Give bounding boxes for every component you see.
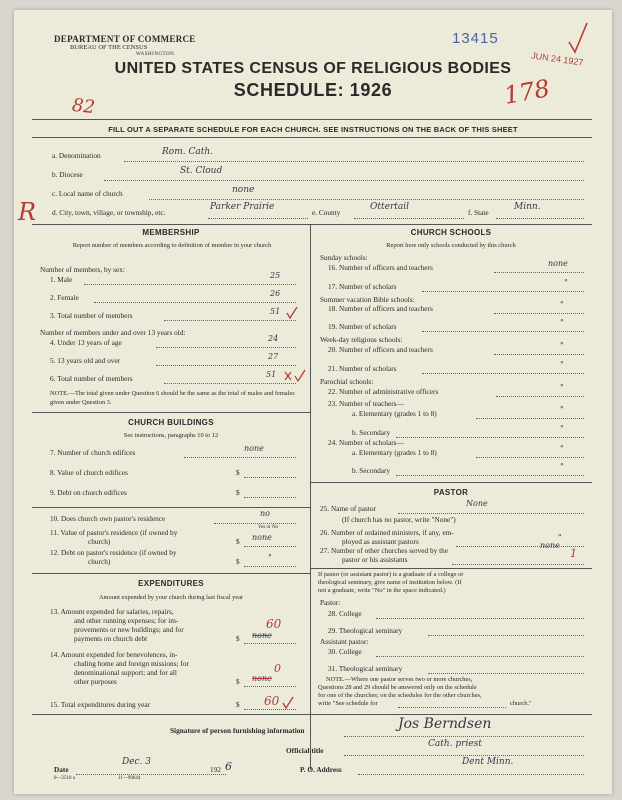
local-name-value: none	[232, 185, 255, 195]
q21-label: 21. Number of scholars	[328, 364, 397, 373]
q26-value: "	[558, 533, 562, 542]
q14-struck-value: none	[252, 674, 272, 683]
q13-label-d: payments on church debt	[74, 634, 148, 643]
date-value: Dec. 3	[122, 757, 152, 767]
q13-label-b: and other running expenses; for im-	[74, 616, 179, 625]
q6-label: 6. Total number of members	[50, 374, 133, 383]
year-prefix: 192	[210, 765, 221, 774]
q10-hint: Yes or No	[258, 525, 279, 530]
q5-value: 27	[268, 352, 279, 361]
q4-label: 4. Under 13 years of age	[50, 338, 122, 347]
county-label: e. County	[312, 208, 341, 217]
membership-note: NOTE.—The total given under Question 6 should be the same as the total of males and females given under Question 3.	[50, 390, 295, 406]
q15-value: 60	[264, 694, 280, 708]
schools-intro: Report here only schools conducted by this church	[386, 242, 516, 249]
q6-value: 51	[266, 370, 277, 379]
members-by-sex-label: Number of members, by sex:	[40, 265, 125, 274]
q14-label-d: other purposes	[74, 677, 117, 686]
check-mark-icon	[282, 696, 294, 710]
q28-label: 28. College	[328, 609, 362, 618]
q3-value: 51	[270, 307, 281, 316]
form-code-1: 8—2518 a	[54, 776, 75, 781]
pastor-title: PASTOR	[433, 488, 469, 497]
q13-label: 13. Amount expended for salaries, repairs,	[50, 607, 174, 616]
q16-label: 16. Number of officers and teachers	[328, 263, 433, 272]
q14-label: 14. Amount expended for benevolences, in-	[50, 650, 178, 659]
q30-label: 30. College	[328, 647, 362, 656]
q8-dollar: $	[236, 468, 240, 477]
q2-label: 2. Female	[50, 293, 79, 302]
instruction-banner: FILL OUT A SEPARATE SCHEDULE FOR EACH CHURCH. SEE INSTRUCTIONS ON THE BACK OF THIS SHEET	[108, 125, 518, 134]
q26-label-b: ployed as assistant pastors	[342, 537, 419, 546]
expenditures-intro: Amount expended by your church during last fiscal year	[98, 594, 244, 601]
q9-dollar: $	[236, 488, 240, 497]
stamp-number: 13415	[452, 30, 499, 47]
q1-value: 25	[270, 271, 281, 280]
county-value: Ottertail	[370, 202, 409, 212]
college-note-line-1: If pastor (or assistant pastor) is a graduate of a college or	[318, 571, 464, 578]
q11-dollar: $	[236, 537, 240, 546]
q11-value: none	[252, 533, 272, 542]
denomination-value: Rom. Cath.	[162, 147, 213, 157]
pastor-note-line-3: for one of the churches; on the schedules for the other churches,	[318, 692, 482, 699]
q27-correction: 1	[570, 547, 577, 560]
pastor-note-line-5: church."	[510, 700, 532, 707]
q13-label-c: provements or new buildings; and for	[74, 625, 184, 634]
schedule-title: SCHEDULE: 1926	[233, 80, 393, 100]
q19-value: "	[560, 318, 564, 327]
bureau-name: BUREAU OF THE CENSUS	[70, 44, 148, 51]
date-label: Date	[54, 765, 69, 774]
q20-label: 20. Number of officers and teachers	[328, 345, 433, 354]
membership-intro: Report number of members according to definition of member in your church	[72, 242, 272, 249]
members-by-age-label: Number of members under and over 13 years old:	[40, 328, 186, 337]
q8-label: 8. Value of church edifices	[50, 468, 128, 477]
check-mark-icon	[286, 306, 298, 320]
q10-value: no	[260, 509, 270, 518]
city-name: WASHINGTON	[136, 52, 175, 57]
college-note-line-2: theological seminary, give name of institution below. (If	[318, 579, 462, 586]
q13-dollar: $	[236, 634, 240, 643]
q4-value: 24	[268, 334, 279, 343]
q23b-label: b. Secondary	[352, 428, 391, 437]
received-date-stamp: JUN 24 1927	[530, 50, 584, 68]
q15-label: 15. Total expenditures during year	[50, 700, 151, 709]
assistant-pastor-subheading: Assistant pastor:	[320, 637, 369, 646]
expenditures-title: EXPENDITURES	[138, 579, 204, 588]
q21-value: "	[560, 360, 564, 369]
q29-label: 29. Theological seminary	[328, 626, 403, 635]
q23a-value: "	[560, 405, 564, 414]
census-schedule-sheet	[14, 10, 612, 794]
membership-title: MEMBERSHIP	[142, 228, 200, 237]
local-name-label: c. Local name of church	[52, 189, 123, 198]
po-address-value: Dent Minn.	[462, 757, 514, 767]
schools-title: CHURCH SCHOOLS	[410, 228, 492, 237]
q2-value: 26	[270, 289, 281, 298]
q18-value: "	[560, 300, 564, 309]
state-value: Minn.	[514, 202, 541, 212]
q23a-label: a. Elementary (grades 1 to 8)	[352, 409, 437, 418]
pastor-note-line-2: Questions 28 and 29 should be answered only on the schedule	[318, 684, 477, 691]
parochial-schools-label: Parochial schools:	[320, 377, 374, 386]
city-value: Parker Prairie	[210, 202, 275, 212]
q31-label: 31. Theological seminary	[328, 664, 403, 673]
hand-r-mark: R	[18, 198, 37, 226]
q12-value: "	[268, 553, 272, 562]
state-label: f. State	[468, 208, 489, 217]
denomination-label: a. Denomination	[52, 151, 101, 160]
q22-label: 22. Number of administrative officers	[328, 387, 439, 396]
q27-label: 27. Number of other churches served by the	[320, 546, 449, 555]
hand-left-number: 82	[70, 94, 96, 119]
city-label: d. City, town, village, or township, etc.	[52, 208, 166, 217]
q9-label: 9. Debt on church edifices	[50, 488, 127, 497]
q25-value: None	[466, 499, 488, 508]
q22-value: "	[560, 383, 564, 392]
q13-struck-value: none	[252, 631, 272, 640]
q3-label: 3. Total number of members	[50, 311, 133, 320]
summer-schools-label: Summer vacation Bible schools:	[320, 295, 415, 304]
cross-check-icon	[284, 369, 306, 383]
signature-label: Signature of person furnishing information	[170, 726, 305, 735]
check-mark-icon	[566, 20, 590, 56]
pastor-note-line-1: NOTE.—Where one pastor serves two or more churches,	[326, 676, 473, 683]
q23-label: 23. Number of teachers—	[328, 399, 404, 408]
q13-value: 60	[266, 617, 282, 631]
q12-label: 12. Debt on pastor's residence (if owned by	[50, 548, 177, 557]
q27-value: none	[540, 541, 560, 550]
q7-value: none	[244, 444, 264, 453]
q17-value: "	[564, 278, 568, 287]
po-address-label: P. O. Address	[300, 765, 342, 774]
signature-value: Jos Berndsen	[398, 716, 492, 732]
q14-label-b: cluding home and foreign missions; for	[74, 659, 189, 668]
hand-right-number: 178	[501, 74, 552, 110]
sunday-schools-label: Sunday schools:	[320, 253, 368, 262]
q1-label: 1. Male	[50, 275, 73, 284]
weekday-schools-label: Week-day religious schools:	[320, 335, 403, 344]
q11-label-b: church)	[88, 537, 111, 546]
q14-value: 0	[274, 662, 281, 675]
q24a-value: "	[560, 444, 564, 453]
q24b-label: b. Secondary	[352, 466, 391, 475]
q25-hint: (If church has no pastor, write "None")	[342, 515, 456, 524]
q5-label: 5. 13 years old and over	[50, 356, 121, 365]
q15-dollar: $	[236, 700, 240, 709]
q24-label: 24. Number of scholars—	[328, 438, 404, 447]
q17-label: 17. Number of scholars	[328, 282, 397, 291]
pastor-subheading: Pastor:	[320, 598, 341, 607]
diocese-label: b. Diocese	[52, 170, 83, 179]
q19-label: 19. Number of scholars	[328, 322, 397, 331]
diocese-value: St. Cloud	[180, 166, 223, 176]
q27-label-b: pastor or his assistants	[342, 555, 408, 564]
buildings-title: CHURCH BUILDINGS	[128, 418, 214, 427]
q12-dollar: $	[236, 557, 240, 566]
pastor-note-line-4: write "See schedule for	[318, 700, 378, 707]
q12-label-b: church)	[88, 557, 111, 566]
official-title-value: Cath. priest	[428, 739, 482, 749]
q16-value: none	[548, 259, 568, 268]
department-name: DEPARTMENT OF COMMERCE	[54, 34, 196, 44]
q23b-value: "	[560, 424, 564, 433]
q20-value: "	[560, 341, 564, 350]
q14-dollar: $	[236, 677, 240, 686]
buildings-intro: See instructions, paragraphs 10 to 12	[123, 432, 219, 439]
q14-label-c: denominational support; and for all	[74, 668, 177, 677]
q24a-label: a. Elementary (grades 1 to 8)	[352, 448, 437, 457]
year-digit: 6	[225, 760, 232, 773]
q24b-value: "	[560, 462, 564, 471]
college-note-line-3: not a graduate, write "No" in the space indicated.)	[318, 587, 446, 594]
q10-label: 10. Does church own pastor's residence	[50, 514, 166, 523]
q18-label: 18. Number of officers and teachers	[328, 304, 433, 313]
q26-label: 26. Number of ordained ministers, if any, em-	[320, 528, 454, 537]
official-title-label: Official title	[286, 746, 324, 755]
form-title: UNITED STATES CENSUS OF RELIGIOUS BODIES	[114, 60, 512, 77]
q25-label: 25. Name of pastor	[320, 504, 376, 513]
q11-label: 11. Value of pastor's residence (if owned by	[50, 528, 178, 537]
q7-label: 7. Number of church edifices	[50, 448, 136, 457]
form-code-2: 11—90644	[118, 776, 141, 781]
